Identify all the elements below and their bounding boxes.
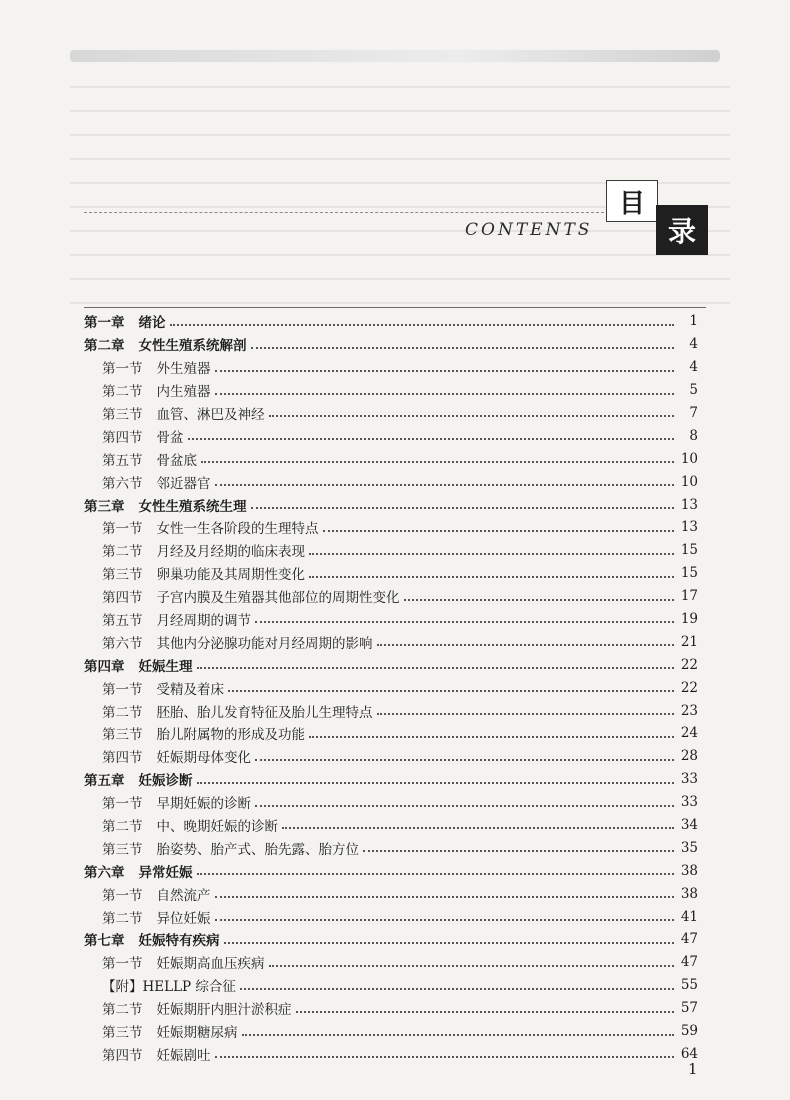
- toc-entry-title: 月经及月经期的临床表现: [156, 544, 305, 561]
- toc-page-number: 4: [689, 336, 698, 353]
- toc-entry-number: 第七章: [84, 933, 125, 950]
- table-of-contents: [84, 310, 698, 1065]
- toc-section-row[interactable]: [84, 1020, 698, 1043]
- toc-entry-title: 妊娠诊断: [138, 773, 193, 790]
- dot-leader: [215, 392, 675, 395]
- toc-page-number: 35: [680, 839, 698, 856]
- toc-page-number: 34: [680, 817, 698, 834]
- dot-leader: [188, 437, 675, 440]
- toc-section-row[interactable]: [84, 630, 698, 653]
- toc-entry-title: 中、晚期妊娠的诊断: [156, 819, 278, 836]
- toc-entry-title: 子宫内膜及生殖器其他部位的周期性变化: [156, 590, 400, 607]
- dot-leader: [242, 1033, 675, 1036]
- dot-leader: [215, 369, 675, 372]
- toc-entry-title: 女性生殖系统生理: [138, 498, 247, 515]
- dot-leader: [363, 849, 674, 852]
- dot-leader: [309, 735, 674, 738]
- toc-page-number: 17: [680, 588, 698, 605]
- toc-appendix-row[interactable]: [84, 974, 698, 997]
- toc-section-row[interactable]: [84, 379, 698, 402]
- toc-page-number: 15: [680, 542, 698, 559]
- toc-entry-number: 第六章: [84, 864, 125, 881]
- toc-page-number: 47: [680, 931, 698, 948]
- toc-entry-number: 第四节: [102, 429, 143, 446]
- toc-entry-number: 第三节: [102, 407, 143, 423]
- toc-entry-number: 第四章: [84, 658, 125, 675]
- toc-entry-number: 第三章: [84, 498, 125, 515]
- dot-leader: [215, 918, 675, 921]
- toc-entry-number: 第五节: [102, 613, 143, 630]
- toc-page-number: 38: [680, 862, 698, 879]
- toc-section-row[interactable]: [84, 814, 698, 837]
- toc-section-row[interactable]: [84, 585, 698, 608]
- dot-leader: [269, 414, 675, 417]
- dot-leader: [240, 987, 674, 990]
- toc-page-number: 10: [680, 473, 698, 490]
- dot-leader: [309, 575, 674, 578]
- toc-section-row[interactable]: [84, 699, 698, 722]
- toc-entry-title: 月经周期的调节: [156, 613, 251, 630]
- toc-page-number: 5: [689, 382, 698, 399]
- dot-leader: [404, 598, 675, 601]
- toc-entry-number: 第一节: [102, 361, 143, 378]
- toc-entry-title: 妊娠期肝内胆汁淤积症: [156, 1002, 292, 1019]
- toc-entry-number: 第一节: [102, 887, 143, 904]
- toc-entry-title: 绪论: [138, 315, 166, 332]
- toc-entry-number: 【附】: [102, 979, 143, 996]
- toc-page-number: 22: [680, 656, 698, 673]
- toc-entry-title: 女性一生各阶段的生理特点: [156, 521, 319, 538]
- dot-leader: [197, 666, 675, 669]
- toc-page-number: 28: [680, 748, 698, 765]
- dot-leader: [296, 1010, 675, 1013]
- dot-leader: [282, 826, 674, 829]
- toc-section-row[interactable]: [84, 722, 698, 745]
- toc-entry-number: 第四节: [102, 590, 143, 607]
- toc-chapter-row[interactable]: [84, 493, 698, 516]
- toc-page-number: 22: [680, 679, 698, 696]
- toc-section-row[interactable]: [84, 447, 698, 470]
- toc-section-row[interactable]: [84, 676, 698, 699]
- toc-entry-title: 妊娠生理: [138, 658, 193, 675]
- dot-leader: [269, 964, 675, 967]
- toc-chapter-row[interactable]: [84, 928, 698, 951]
- toc-entry-number: 第一节: [102, 796, 143, 813]
- toc-page-number: 59: [680, 1023, 698, 1040]
- toc-entry-title: 妊娠期糖尿病: [156, 1025, 238, 1042]
- toc-entry-title: 自然流产: [156, 887, 211, 904]
- toc-page-number: 1: [689, 313, 698, 330]
- toc-entry-title: 胚胎、胎儿发育特征及胎儿生理特点: [156, 704, 373, 721]
- toc-page-number: 23: [680, 702, 698, 719]
- toc-entry-number: 第五章: [84, 773, 125, 790]
- toc-entry-title: HELLP 综合征: [142, 979, 236, 996]
- dot-leader: [215, 1055, 675, 1058]
- title-dashed-rule: [84, 212, 604, 213]
- toc-section-row[interactable]: [84, 836, 698, 859]
- dot-leader: [377, 712, 675, 715]
- toc-page-number: 7: [689, 405, 698, 421]
- toc-entry-number: 第六节: [102, 635, 143, 652]
- dot-leader: [215, 895, 675, 898]
- toc-section-row[interactable]: [84, 997, 698, 1020]
- toc-entry-title: 女性生殖系统解剖: [138, 338, 247, 355]
- dot-leader: [255, 758, 674, 761]
- toc-entry-title: 胎姿势、胎产式、胎先露、胎方位: [156, 841, 359, 858]
- dot-leader: [377, 643, 675, 646]
- toc-entry-number: 第三节: [102, 727, 143, 744]
- toc-entry-title: 卵巢功能及其周期性变化: [156, 567, 305, 584]
- toc-page-number: 64: [680, 1045, 698, 1062]
- toc-chapter-row[interactable]: [84, 768, 698, 791]
- title-char-mu: 目: [606, 180, 658, 222]
- toc-page-number: 55: [680, 977, 698, 994]
- toc-entry-number: 第三节: [102, 567, 143, 584]
- toc-entry-title: 血管、淋巴及神经: [156, 407, 265, 423]
- toc-page-number: 19: [680, 611, 698, 628]
- toc-page-number: 4: [689, 359, 698, 376]
- toc-page-number: 38: [680, 885, 698, 902]
- toc-section-row[interactable]: [84, 608, 698, 631]
- toc-section-row[interactable]: [84, 356, 698, 379]
- toc-section-row[interactable]: [84, 905, 698, 928]
- toc-section-row[interactable]: [84, 562, 698, 585]
- toc-entry-title: 异常妊娠: [138, 864, 193, 881]
- dot-leader: [228, 689, 674, 692]
- toc-entry-number: 第四节: [102, 1047, 143, 1064]
- dot-leader: [251, 346, 675, 349]
- toc-page-number: 13: [680, 496, 698, 513]
- toc-entry-title: 骨盆: [156, 429, 184, 446]
- header-band: [70, 50, 720, 62]
- toc-entry-number: 第六节: [102, 475, 143, 492]
- toc-entry-number: 第一节: [102, 956, 143, 973]
- title-char-lu: 录: [656, 205, 708, 255]
- toc-entry-title: 异位妊娠: [156, 910, 211, 927]
- toc-entry-number: 第二节: [102, 704, 143, 721]
- dot-leader: [215, 483, 675, 486]
- dot-leader: [197, 872, 675, 875]
- toc-entry-number: 第一节: [102, 681, 143, 698]
- dot-leader: [170, 323, 675, 326]
- toc-page-number: 21: [680, 633, 698, 650]
- page-number: 1: [688, 1060, 698, 1078]
- toc-section-row[interactable]: [84, 882, 698, 905]
- dot-leader: [255, 620, 674, 623]
- contents-heading: CONTENTS: [465, 220, 593, 240]
- toc-chapter-row[interactable]: [84, 333, 698, 356]
- toc-page-number: 41: [680, 908, 698, 925]
- toc-entry-number: 第三节: [102, 841, 143, 858]
- toc-section-row[interactable]: [84, 951, 698, 974]
- toc-entry-title: 妊娠期高血压疾病: [156, 956, 265, 973]
- toc-entry-title: 邻近器官: [156, 475, 211, 492]
- toc-page-number: 8: [689, 427, 698, 444]
- toc-entry-number: 第一章: [84, 315, 125, 332]
- toc-page-number: 13: [680, 519, 698, 536]
- toc-section-row[interactable]: [84, 791, 698, 814]
- toc-section-row[interactable]: [84, 516, 698, 539]
- toc-section-row[interactable]: [84, 424, 698, 447]
- toc-entry-title: 其他内分泌腺功能对月经周期的影响: [156, 635, 373, 652]
- toc-entry-number: 第四节: [102, 750, 143, 767]
- toc-entry-number: 第二节: [102, 384, 143, 401]
- toc-entry-title: 骨盆底: [156, 452, 197, 469]
- toc-entry-title: 受精及着床: [156, 681, 224, 698]
- toc-entry-title: 早期妊娠的诊断: [156, 796, 251, 813]
- dot-leader: [197, 781, 675, 784]
- toc-entry-title: 妊娠特有疾病: [138, 933, 220, 950]
- toc-page-number: 57: [680, 1000, 698, 1017]
- toc-entry-title: 外生殖器: [156, 361, 211, 378]
- toc-chapter-row[interactable]: [84, 653, 698, 676]
- toc-entry-number: 第二章: [84, 338, 125, 355]
- toc-page-number: 15: [680, 565, 698, 582]
- toc-entry-number: 第五节: [102, 452, 143, 469]
- toc-section-row[interactable]: [84, 539, 698, 562]
- toc-top-rule: [84, 307, 706, 308]
- toc-chapter-row[interactable]: [84, 310, 698, 333]
- toc-entry-number: 第二节: [102, 910, 143, 927]
- dot-leader: [251, 506, 675, 509]
- toc-entry-title: 内生殖器: [156, 384, 211, 401]
- toc-page-number: 47: [680, 954, 698, 971]
- toc-entry-number: 第一节: [102, 521, 143, 538]
- dot-leader: [309, 552, 674, 555]
- toc-section-row[interactable]: [84, 402, 698, 425]
- toc-entry-title: 妊娠剧吐: [156, 1047, 211, 1064]
- toc-entry-number: 第二节: [102, 544, 143, 561]
- toc-entry-number: 第二节: [102, 1002, 143, 1019]
- toc-entry-title: 胎儿附属物的形成及功能: [156, 727, 305, 744]
- dot-leader: [255, 804, 674, 807]
- toc-section-row[interactable]: [84, 1043, 698, 1066]
- toc-page-number: 33: [680, 794, 698, 811]
- toc-entry-number: 第三节: [102, 1025, 143, 1042]
- toc-page-number: 24: [680, 725, 698, 742]
- dot-leader: [224, 941, 675, 944]
- toc-page-number: 10: [680, 450, 698, 467]
- toc-chapter-row[interactable]: [84, 859, 698, 882]
- toc-entry-number: 第二节: [102, 819, 143, 836]
- dot-leader: [323, 529, 675, 532]
- dot-leader: [201, 460, 674, 463]
- toc-section-row[interactable]: [84, 470, 698, 493]
- toc-page-number: 33: [680, 771, 698, 788]
- toc-section-row[interactable]: [84, 745, 698, 768]
- toc-entry-title: 妊娠期母体变化: [156, 750, 251, 767]
